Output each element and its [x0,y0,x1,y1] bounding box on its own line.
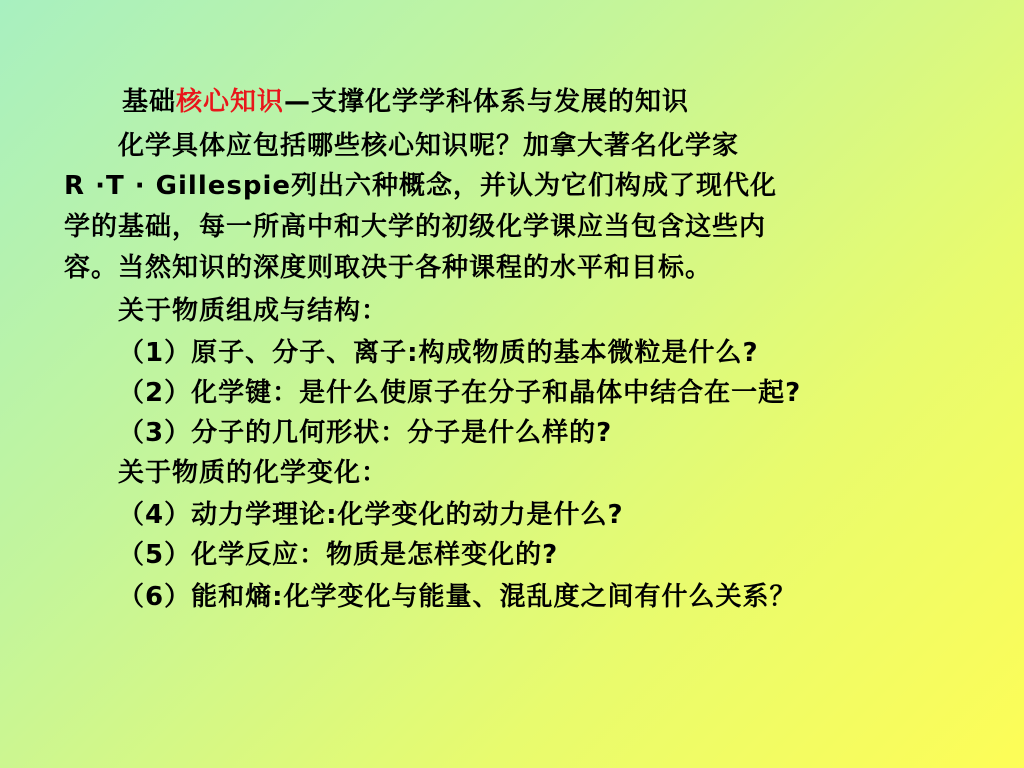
section1-item-1: （1）原子、分子、离子:构成物质的基本微粒是什么? [118,338,759,368]
intro-line-4: 容。当然知识的深度则取决于各种课程的水平和目标。 [64,253,713,283]
title-highlight: 核心知识 [176,87,285,117]
section2-item-4: （4）动力学理论:化学变化的动力是什么? [118,500,624,530]
section1-item-2: （2）化学键：是什么使原子在分子和晶体中结合在一起? [118,378,802,408]
section2-heading: 关于物质的化学变化： [118,458,389,488]
intro-line-3: 学的基础，每一所高中和大学的初级化学课应当包含这些内 [64,212,767,242]
section2-item-5: （5）化学反应：物质是怎样变化的? [118,540,559,570]
title-suffix: —支撑化学学科体系与发展的知识 [284,87,690,117]
section1-item-3: （3）分子的几何形状：分子是什么样的? [118,418,613,448]
section2-item-6: （6）能和熵:化学变化与能量、混乱度之间有什么关系？ [118,582,797,612]
intro-line-2: R ·T · Gillespie列出六种概念，并认为它们构成了现代化 [64,171,778,201]
section1-heading: 关于物质组成与结构： [118,296,389,326]
intro-line-1: 化学具体应包括哪些核心知识呢？加拿大著名化学家 [118,131,740,161]
title-prefix: 基础 [122,87,177,117]
slide-title [122,82,689,122]
